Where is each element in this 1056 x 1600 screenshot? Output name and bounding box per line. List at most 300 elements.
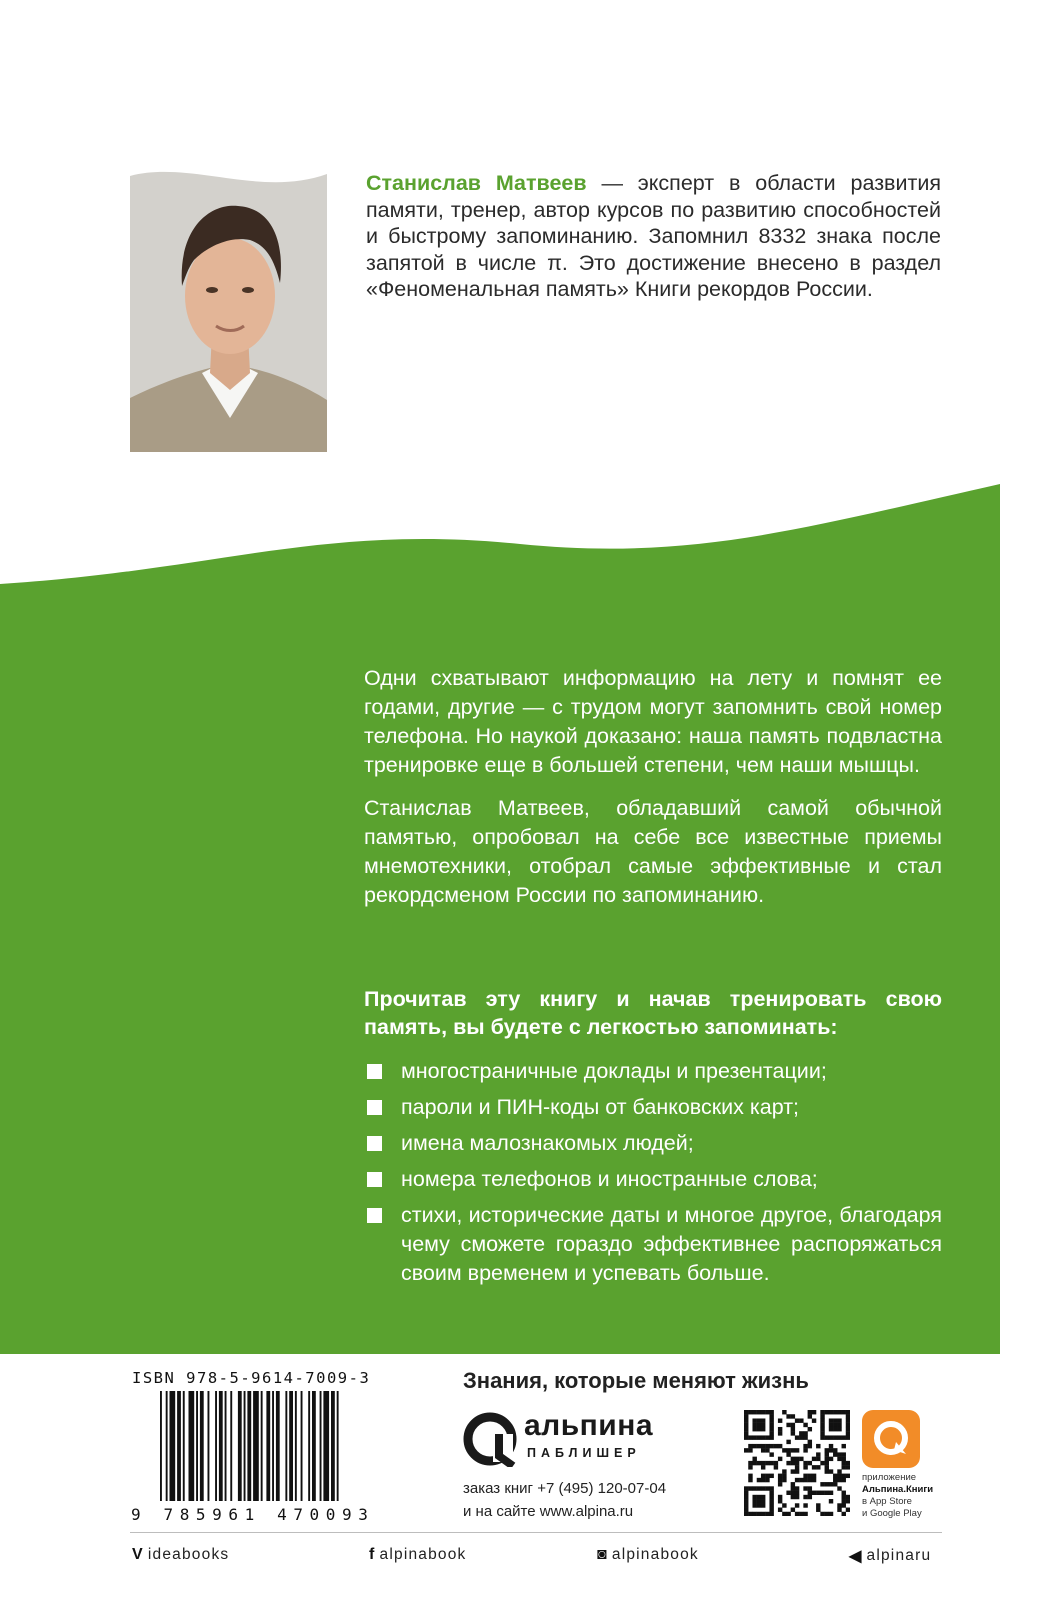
benefit-item bbox=[364, 1093, 942, 1122]
qr-module bbox=[829, 1499, 833, 1503]
qr-module bbox=[842, 1512, 846, 1516]
barcode-bar bbox=[323, 1391, 329, 1501]
qr-module bbox=[829, 1444, 833, 1448]
qr-module bbox=[769, 1414, 773, 1418]
qr-module bbox=[782, 1410, 786, 1414]
qr-module bbox=[825, 1482, 829, 1486]
qr-module bbox=[791, 1486, 795, 1490]
qr-module bbox=[846, 1423, 850, 1427]
benefits-lead: Прочитав эту книгу и начав тренировать свою память, вы будете с легкостью запоминать: bbox=[364, 987, 942, 1039]
qr-module bbox=[837, 1478, 841, 1482]
qr-module bbox=[803, 1495, 807, 1499]
qr-module bbox=[761, 1478, 765, 1482]
qr-module bbox=[846, 1461, 850, 1465]
qr-module bbox=[803, 1423, 807, 1427]
qr-module bbox=[769, 1452, 773, 1456]
qr-module bbox=[803, 1503, 807, 1507]
qr-module bbox=[825, 1457, 829, 1461]
qr-module bbox=[765, 1444, 769, 1448]
qr-module bbox=[748, 1512, 752, 1516]
qr-module bbox=[812, 1465, 816, 1469]
qr-module bbox=[812, 1478, 816, 1482]
barcode-bar bbox=[160, 1391, 162, 1501]
barcode-bar bbox=[208, 1391, 210, 1501]
qr-module bbox=[837, 1508, 841, 1512]
barcode-bar bbox=[238, 1391, 242, 1501]
qr-module bbox=[842, 1499, 846, 1503]
qr-module bbox=[833, 1423, 837, 1427]
author-photo bbox=[130, 168, 327, 452]
social-facebook[interactable] bbox=[369, 1546, 467, 1564]
qr-module bbox=[803, 1478, 807, 1482]
qr-module bbox=[744, 1448, 748, 1452]
qr-module bbox=[791, 1457, 795, 1461]
qr-module bbox=[769, 1499, 773, 1503]
qr-module bbox=[769, 1508, 773, 1512]
qr-module bbox=[778, 1499, 782, 1503]
qr-module bbox=[795, 1491, 799, 1495]
book-description bbox=[364, 664, 942, 924]
qr-module bbox=[744, 1418, 748, 1422]
social-handle: ideabooks bbox=[147, 1546, 230, 1563]
qr-module bbox=[757, 1461, 761, 1465]
qr-module bbox=[842, 1495, 846, 1499]
qr-module bbox=[833, 1452, 837, 1456]
qr-module bbox=[837, 1410, 841, 1414]
qr-module bbox=[820, 1427, 824, 1431]
qr-module bbox=[803, 1461, 807, 1465]
qr-module bbox=[748, 1444, 752, 1448]
alpina-logo-icon bbox=[463, 1412, 518, 1467]
qr-module bbox=[803, 1474, 807, 1478]
qr-module bbox=[778, 1431, 782, 1435]
qr-module bbox=[795, 1418, 799, 1422]
barcode-bar bbox=[337, 1391, 339, 1501]
qr-module bbox=[837, 1435, 841, 1439]
qr-module bbox=[782, 1469, 786, 1473]
qr-module bbox=[748, 1465, 752, 1469]
qr-module bbox=[799, 1435, 803, 1439]
qr-module bbox=[842, 1452, 846, 1456]
qr-module bbox=[778, 1427, 782, 1431]
social-instagram[interactable] bbox=[597, 1546, 699, 1564]
qr-module bbox=[825, 1410, 829, 1414]
qr-module bbox=[795, 1512, 799, 1516]
square-bullet-icon bbox=[367, 1064, 382, 1079]
qr-module bbox=[761, 1512, 765, 1516]
qr-module bbox=[846, 1465, 850, 1469]
qr-module bbox=[820, 1431, 824, 1435]
qr-module bbox=[744, 1499, 748, 1503]
qr-module bbox=[752, 1427, 756, 1431]
qr-module bbox=[799, 1431, 803, 1435]
qr-module bbox=[761, 1495, 765, 1499]
qr-module bbox=[829, 1427, 833, 1431]
qr-module bbox=[782, 1478, 786, 1482]
qr-module bbox=[799, 1418, 803, 1422]
order-site: и на сайте www.alpina.ru bbox=[463, 1503, 634, 1520]
qr-module bbox=[829, 1423, 833, 1427]
square-bullet-icon bbox=[367, 1208, 382, 1223]
qr-module bbox=[829, 1469, 833, 1473]
qr-module bbox=[842, 1474, 846, 1478]
qr-module bbox=[842, 1465, 846, 1469]
instagram-icon: ◙ bbox=[597, 1546, 608, 1563]
barcode-bar bbox=[261, 1391, 263, 1501]
qr-module bbox=[757, 1495, 761, 1499]
qr-module bbox=[846, 1414, 850, 1418]
qr-module bbox=[769, 1423, 773, 1427]
barcode-bar bbox=[272, 1391, 274, 1501]
telegram-icon: ◀ bbox=[849, 1548, 863, 1565]
qr-module bbox=[795, 1448, 799, 1452]
social-vk[interactable] bbox=[132, 1546, 229, 1564]
qr-module bbox=[795, 1435, 799, 1439]
qr-module bbox=[820, 1414, 824, 1418]
barcode-bar bbox=[266, 1391, 270, 1501]
qr-module bbox=[820, 1423, 824, 1427]
qr-module bbox=[769, 1444, 773, 1448]
qr-module bbox=[803, 1435, 807, 1439]
qr-module bbox=[778, 1495, 782, 1499]
benefit-text: многостраничные доклады и презентации; bbox=[401, 1059, 827, 1083]
qr-module bbox=[748, 1474, 752, 1478]
qr-module bbox=[786, 1512, 790, 1516]
description-paragraph-1: Одни схватывают информацию на лету и помнят ее годами, другие — с трудом могут запомнить свой номер телефона. Но наукой доказано: наша память подвластна тренировке еще в большей степени, чем наши мышцы. bbox=[364, 666, 942, 777]
qr-module bbox=[761, 1499, 765, 1503]
qr-module bbox=[761, 1423, 765, 1427]
qr-module bbox=[837, 1474, 841, 1478]
barcode-bar bbox=[219, 1391, 223, 1501]
vk-icon: V bbox=[132, 1546, 144, 1563]
qr-module bbox=[786, 1461, 790, 1465]
qr-module bbox=[744, 1414, 748, 1418]
barcode-bar bbox=[183, 1391, 185, 1501]
qr-module bbox=[791, 1482, 795, 1486]
qr-module bbox=[744, 1427, 748, 1431]
qr-module bbox=[808, 1461, 812, 1465]
isbn: ISBN 978-5-9614-7009-3 bbox=[132, 1369, 371, 1387]
qr-module bbox=[748, 1448, 752, 1452]
qr-module bbox=[769, 1503, 773, 1507]
benefit-text: пароли и ПИН-коды от банковских карт; bbox=[401, 1095, 800, 1119]
qr-module bbox=[808, 1440, 812, 1444]
description-paragraph-2: Станислав Матвеев, обладавший самой обычной памятью, опробовал на себе все известные приемы мнемотехники, отобрал самые эффективные и стал рекордсменом России по запоминанию. bbox=[364, 796, 942, 907]
qr-module bbox=[752, 1435, 756, 1439]
qr-module bbox=[808, 1427, 812, 1431]
qr-module bbox=[833, 1427, 837, 1431]
qr-module bbox=[761, 1410, 765, 1414]
qr-module bbox=[765, 1461, 769, 1465]
qr-module bbox=[752, 1503, 756, 1507]
qr-module bbox=[744, 1503, 748, 1507]
qr-module bbox=[778, 1482, 782, 1486]
qr-module bbox=[829, 1418, 833, 1422]
qr-module bbox=[791, 1508, 795, 1512]
barcode bbox=[160, 1391, 393, 1501]
qr-module bbox=[846, 1435, 850, 1439]
qr-module bbox=[769, 1491, 773, 1495]
qr-module bbox=[761, 1503, 765, 1507]
qr-module bbox=[778, 1418, 782, 1422]
barcode-bar bbox=[189, 1391, 195, 1501]
qr-module bbox=[825, 1465, 829, 1469]
qr-module bbox=[837, 1469, 841, 1473]
qr-module bbox=[761, 1435, 765, 1439]
qr-module bbox=[842, 1478, 846, 1482]
qr-module bbox=[833, 1478, 837, 1482]
qr-module bbox=[808, 1474, 812, 1478]
qr-module bbox=[846, 1431, 850, 1435]
qr-module bbox=[825, 1491, 829, 1495]
qr-module bbox=[829, 1448, 833, 1452]
qr-module bbox=[765, 1448, 769, 1452]
qr-module bbox=[757, 1423, 761, 1427]
qr-module bbox=[748, 1486, 752, 1490]
barcode-bar bbox=[230, 1391, 232, 1501]
social-handle: alpinabook bbox=[611, 1546, 699, 1563]
qr-module bbox=[778, 1508, 782, 1512]
qr-module bbox=[820, 1512, 824, 1516]
qr-module bbox=[761, 1427, 765, 1431]
qr-module bbox=[795, 1486, 799, 1490]
qr-module bbox=[791, 1427, 795, 1431]
qr-module bbox=[748, 1435, 752, 1439]
qr-module bbox=[744, 1423, 748, 1427]
qr-module bbox=[761, 1465, 765, 1469]
benefit-text: стихи, исторические даты и многое другое, благодаря чему сможете гораздо эффективнее распоряжаться своим временем и успевать больше. bbox=[401, 1203, 942, 1285]
qr-module bbox=[833, 1448, 837, 1452]
qr-module bbox=[744, 1508, 748, 1512]
barcode-bar bbox=[244, 1391, 246, 1501]
qr-module bbox=[799, 1512, 803, 1516]
barcode-bar bbox=[308, 1391, 310, 1501]
qr-module bbox=[752, 1512, 756, 1516]
qr-module bbox=[842, 1461, 846, 1465]
qr-module bbox=[795, 1503, 799, 1507]
benefit-item bbox=[364, 1129, 942, 1158]
qr-module bbox=[812, 1474, 816, 1478]
qr-module bbox=[803, 1465, 807, 1469]
qr-module bbox=[782, 1448, 786, 1452]
qr-module bbox=[803, 1431, 807, 1435]
qr-module bbox=[803, 1448, 807, 1452]
qr-module bbox=[765, 1410, 769, 1414]
qr-module bbox=[786, 1452, 790, 1456]
qr-module bbox=[769, 1435, 773, 1439]
qr-module bbox=[791, 1469, 795, 1473]
qr-module bbox=[778, 1474, 782, 1478]
qr-module bbox=[769, 1486, 773, 1490]
benefit-item bbox=[364, 1057, 942, 1086]
qr-module bbox=[803, 1486, 807, 1490]
qr-module bbox=[820, 1491, 824, 1495]
qr-module bbox=[829, 1491, 833, 1495]
qr-module bbox=[808, 1444, 812, 1448]
qr-module bbox=[778, 1478, 782, 1482]
qr-module bbox=[808, 1495, 812, 1499]
qr-module bbox=[820, 1461, 824, 1465]
qr-module bbox=[837, 1418, 841, 1422]
app-promo-text bbox=[862, 1472, 933, 1520]
qr-module bbox=[757, 1503, 761, 1507]
qr-module bbox=[752, 1486, 756, 1490]
qr-module bbox=[816, 1508, 820, 1512]
qr-module bbox=[799, 1457, 803, 1461]
qr-module bbox=[774, 1461, 778, 1465]
qr-module bbox=[757, 1444, 761, 1448]
qr-module bbox=[808, 1410, 812, 1414]
qr-module bbox=[812, 1457, 816, 1461]
qr-module bbox=[795, 1478, 799, 1482]
barcode-bar bbox=[295, 1391, 297, 1501]
benefit-text: номера телефонов и иностранные слова; bbox=[401, 1167, 818, 1191]
qr-module bbox=[846, 1499, 850, 1503]
barcode-bar bbox=[276, 1391, 280, 1501]
app-name: Альпина.Книги bbox=[862, 1484, 934, 1495]
app-promo-line: в App Store bbox=[862, 1496, 912, 1507]
qr-module bbox=[837, 1486, 841, 1490]
qr-module bbox=[829, 1457, 833, 1461]
qr-module bbox=[752, 1444, 756, 1448]
qr-module bbox=[757, 1427, 761, 1431]
qr-module bbox=[752, 1423, 756, 1427]
qr-module bbox=[837, 1503, 841, 1507]
barcode-bar bbox=[177, 1391, 181, 1501]
qr-module bbox=[765, 1478, 769, 1482]
qr-module bbox=[791, 1448, 795, 1452]
qr-module bbox=[816, 1457, 820, 1461]
publisher-subtitle: ПАБЛИШЕР bbox=[527, 1446, 641, 1460]
qr-module bbox=[846, 1508, 850, 1512]
social-handle: alpinaru bbox=[866, 1547, 932, 1564]
facebook-icon: f bbox=[369, 1546, 376, 1563]
qr-module bbox=[782, 1474, 786, 1478]
barcode-bar bbox=[312, 1391, 316, 1501]
qr-module bbox=[795, 1461, 799, 1465]
benefit-item bbox=[364, 1165, 942, 1194]
qr-module bbox=[820, 1418, 824, 1422]
publisher-name: альпина bbox=[524, 1409, 654, 1442]
order-phone: заказ книг +7 (495) 120-07-04 bbox=[463, 1480, 667, 1497]
qr-module bbox=[833, 1410, 837, 1414]
qr-module bbox=[812, 1418, 816, 1422]
qr-module bbox=[808, 1491, 812, 1495]
qr-module bbox=[816, 1444, 820, 1448]
barcode-bar bbox=[170, 1391, 176, 1501]
barcode-bar bbox=[247, 1391, 251, 1501]
qr-module bbox=[791, 1495, 795, 1499]
qr-module bbox=[825, 1448, 829, 1452]
qr-module bbox=[786, 1448, 790, 1452]
qr-module bbox=[769, 1495, 773, 1499]
qr-module bbox=[833, 1474, 837, 1478]
barcode-bar bbox=[301, 1391, 303, 1501]
qr-module bbox=[757, 1499, 761, 1503]
qr-module bbox=[765, 1486, 769, 1490]
qr-module bbox=[791, 1461, 795, 1465]
square-bullet-icon bbox=[367, 1100, 382, 1115]
qr-module bbox=[769, 1431, 773, 1435]
qr-module bbox=[757, 1486, 761, 1490]
qr-module bbox=[782, 1512, 786, 1516]
benefit-text: имена малознакомых людей; bbox=[401, 1131, 694, 1155]
qr-module bbox=[808, 1486, 812, 1490]
qr-module bbox=[820, 1435, 824, 1439]
qr-module bbox=[778, 1457, 782, 1461]
publisher-slogan: Знания, которые меняют жизнь bbox=[463, 1368, 809, 1393]
qr-module bbox=[752, 1457, 756, 1461]
qr-module bbox=[833, 1418, 837, 1422]
benefits-list bbox=[364, 1057, 942, 1295]
qr-module bbox=[812, 1410, 816, 1414]
qr-module bbox=[769, 1512, 773, 1516]
qr-module bbox=[765, 1512, 769, 1516]
qr-module bbox=[774, 1444, 778, 1448]
qr-module bbox=[757, 1512, 761, 1516]
qr-module bbox=[774, 1465, 778, 1469]
qr-module bbox=[795, 1465, 799, 1469]
square-bullet-icon bbox=[367, 1136, 382, 1151]
footer-divider bbox=[130, 1532, 942, 1533]
barcode-bar bbox=[289, 1391, 293, 1501]
qr-module bbox=[752, 1499, 756, 1503]
qr-module bbox=[842, 1410, 846, 1414]
qr-module bbox=[769, 1427, 773, 1431]
barcode-bar bbox=[215, 1391, 217, 1501]
qr-module bbox=[757, 1418, 761, 1422]
qr-module bbox=[744, 1431, 748, 1435]
qr-module bbox=[744, 1435, 748, 1439]
qr-module bbox=[769, 1461, 773, 1465]
qr-module bbox=[808, 1478, 812, 1482]
qr-module bbox=[803, 1512, 807, 1516]
qr-module bbox=[812, 1491, 816, 1495]
qr-module bbox=[769, 1474, 773, 1478]
qr-module bbox=[842, 1491, 846, 1495]
qr-module bbox=[846, 1495, 850, 1499]
qr-module bbox=[795, 1457, 799, 1461]
social-telegram[interactable] bbox=[849, 1546, 931, 1566]
qr-module bbox=[837, 1427, 841, 1431]
qr-module bbox=[846, 1410, 850, 1414]
qr-module bbox=[791, 1414, 795, 1418]
barcode-digits: 9 785961 470093 bbox=[131, 1505, 375, 1524]
qr-module bbox=[761, 1461, 765, 1465]
qr-module bbox=[761, 1474, 765, 1478]
qr-module bbox=[825, 1512, 829, 1516]
barcode-bar bbox=[320, 1391, 322, 1501]
qr-module bbox=[842, 1444, 846, 1448]
qr-module bbox=[820, 1482, 824, 1486]
app-promo-line: и Google Play bbox=[862, 1508, 922, 1519]
barcode-bar bbox=[225, 1391, 227, 1501]
author-bio bbox=[366, 170, 941, 303]
qr-module bbox=[786, 1414, 790, 1418]
qr-module bbox=[825, 1435, 829, 1439]
qr-module bbox=[846, 1418, 850, 1422]
qr-module bbox=[748, 1410, 752, 1414]
qr-module bbox=[837, 1457, 841, 1461]
qr-module bbox=[748, 1461, 752, 1465]
qr-module bbox=[825, 1469, 829, 1473]
qr-module bbox=[761, 1486, 765, 1490]
square-bullet-icon bbox=[367, 1172, 382, 1187]
qr-module bbox=[769, 1418, 773, 1422]
qr-module bbox=[791, 1431, 795, 1435]
qr-module bbox=[829, 1410, 833, 1414]
qr-module bbox=[752, 1461, 756, 1465]
